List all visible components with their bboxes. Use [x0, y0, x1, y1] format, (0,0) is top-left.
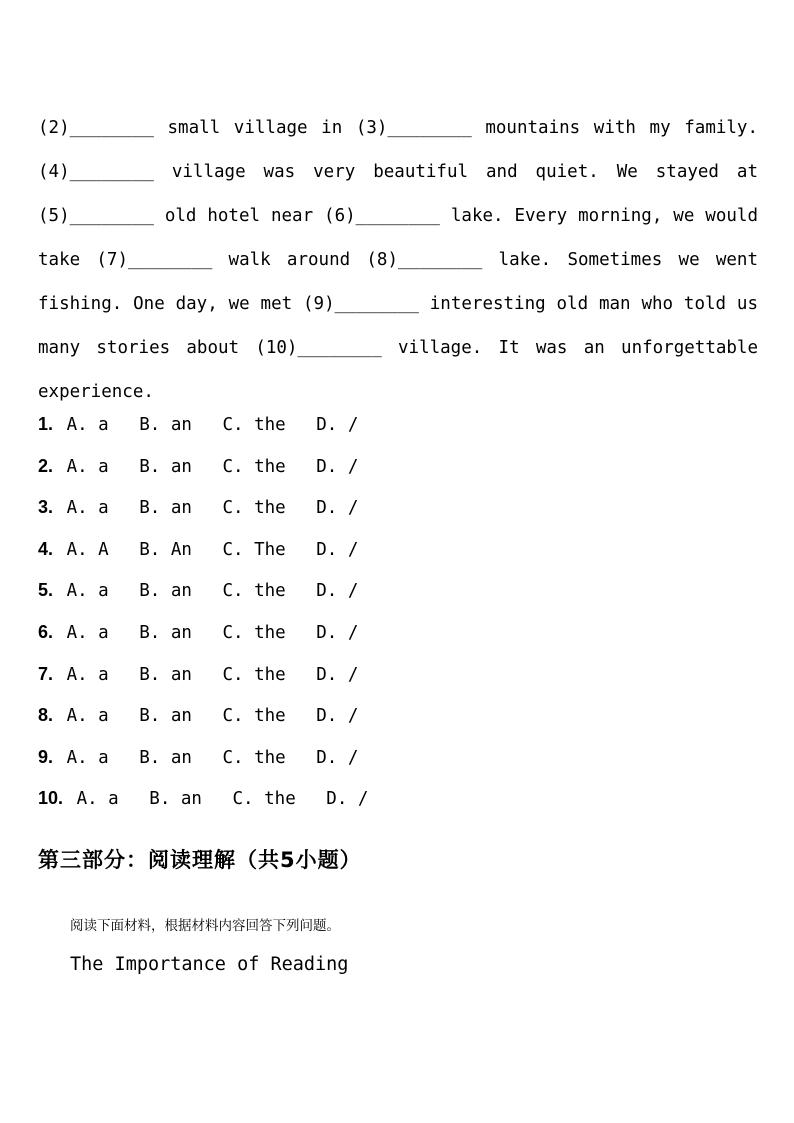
- option-c: C. the: [222, 456, 286, 477]
- question-row: [38, 654, 758, 696]
- option-c: C. the: [222, 415, 286, 435]
- option-b: B. an: [149, 789, 202, 810]
- question-row: [38, 695, 758, 737]
- option-d: D. /: [316, 456, 359, 477]
- option-d: D. /: [316, 664, 359, 685]
- section-heading: 第三部分：阅读理解（共5小题）: [38, 848, 362, 872]
- option-a: A. A: [66, 539, 109, 560]
- question-number: 7.: [38, 663, 54, 684]
- option-c: C. the: [222, 581, 286, 602]
- question-row: [38, 570, 758, 612]
- question-number: 3.: [38, 497, 54, 518]
- option-a: A. a: [66, 415, 109, 435]
- option-d: D. /: [316, 415, 359, 435]
- document-page: [38, 0, 758, 1123]
- question-number: 6.: [38, 621, 54, 642]
- passage-line: (5)________ old hotel near (6)________ lake. Every morning, we would: [38, 206, 758, 226]
- option-d: D. /: [316, 581, 359, 602]
- option-b: B. an: [139, 747, 192, 768]
- option-d: D. /: [316, 706, 359, 727]
- passage-line: take (7)________ walk around (8)________ lake. Sometimes we went: [38, 250, 758, 270]
- passage-line: fishing. One day, we met (9)________ interesting old man who told us: [38, 294, 758, 314]
- option-b: B. an: [139, 456, 192, 477]
- question-row: [38, 529, 758, 571]
- question-row: [38, 487, 758, 529]
- option-d: D. /: [316, 622, 359, 643]
- option-a: A. a: [66, 456, 109, 477]
- option-d: D. /: [316, 747, 359, 768]
- option-a: A. a: [66, 498, 109, 519]
- passage-line: many stories about (10)________ village. It was an unforgettable: [38, 338, 758, 358]
- option-b: B. an: [139, 498, 192, 519]
- option-a: A. a: [66, 706, 109, 727]
- reading-passage-title: The Importance of Reading: [70, 954, 349, 975]
- question-number: 10.: [38, 788, 64, 809]
- question-row: [38, 404, 758, 446]
- option-b: B. An: [139, 539, 192, 560]
- question-number: 1.: [38, 414, 54, 434]
- passage-line: (4)________ village was very beautiful and quiet. We stayed at: [38, 162, 758, 182]
- passage-line: (2)________ small village in (3)________ mountains with my family.: [38, 118, 758, 138]
- option-b: B. an: [139, 622, 192, 643]
- question-row: [38, 612, 758, 654]
- option-d: D. /: [326, 789, 369, 810]
- option-b: B. an: [139, 581, 192, 602]
- option-a: A. a: [66, 664, 109, 685]
- option-b: B. an: [139, 415, 192, 435]
- option-d: D. /: [316, 539, 359, 560]
- option-c: C. the: [222, 498, 286, 519]
- option-b: B. an: [139, 706, 192, 727]
- option-c: C. the: [222, 706, 286, 727]
- question-number: 5.: [38, 580, 54, 601]
- option-c: C. The: [222, 539, 286, 560]
- option-c: C. the: [222, 664, 286, 685]
- question-number: 9.: [38, 746, 54, 767]
- question-number: 4.: [38, 538, 54, 559]
- option-b: B. an: [139, 664, 192, 685]
- section-instruction: 阅读下面材料，根据材料内容回答下列问题。: [70, 918, 340, 934]
- option-c: C. the: [222, 747, 286, 768]
- question-row: [38, 446, 758, 488]
- passage-line: experience.: [38, 382, 154, 402]
- option-d: D. /: [316, 498, 359, 519]
- question-row: [38, 737, 758, 779]
- option-c: C. the: [222, 622, 286, 643]
- option-a: A. a: [66, 581, 109, 602]
- question-number: 8.: [38, 705, 54, 726]
- question-row: [38, 778, 758, 820]
- question-number: 2.: [38, 455, 54, 476]
- option-a: A. a: [76, 789, 119, 810]
- option-c: C. the: [232, 789, 296, 810]
- cloze-passage: [38, 106, 758, 414]
- option-a: A. a: [66, 747, 109, 768]
- question-options-list: [38, 404, 758, 820]
- option-a: A. a: [66, 622, 109, 643]
